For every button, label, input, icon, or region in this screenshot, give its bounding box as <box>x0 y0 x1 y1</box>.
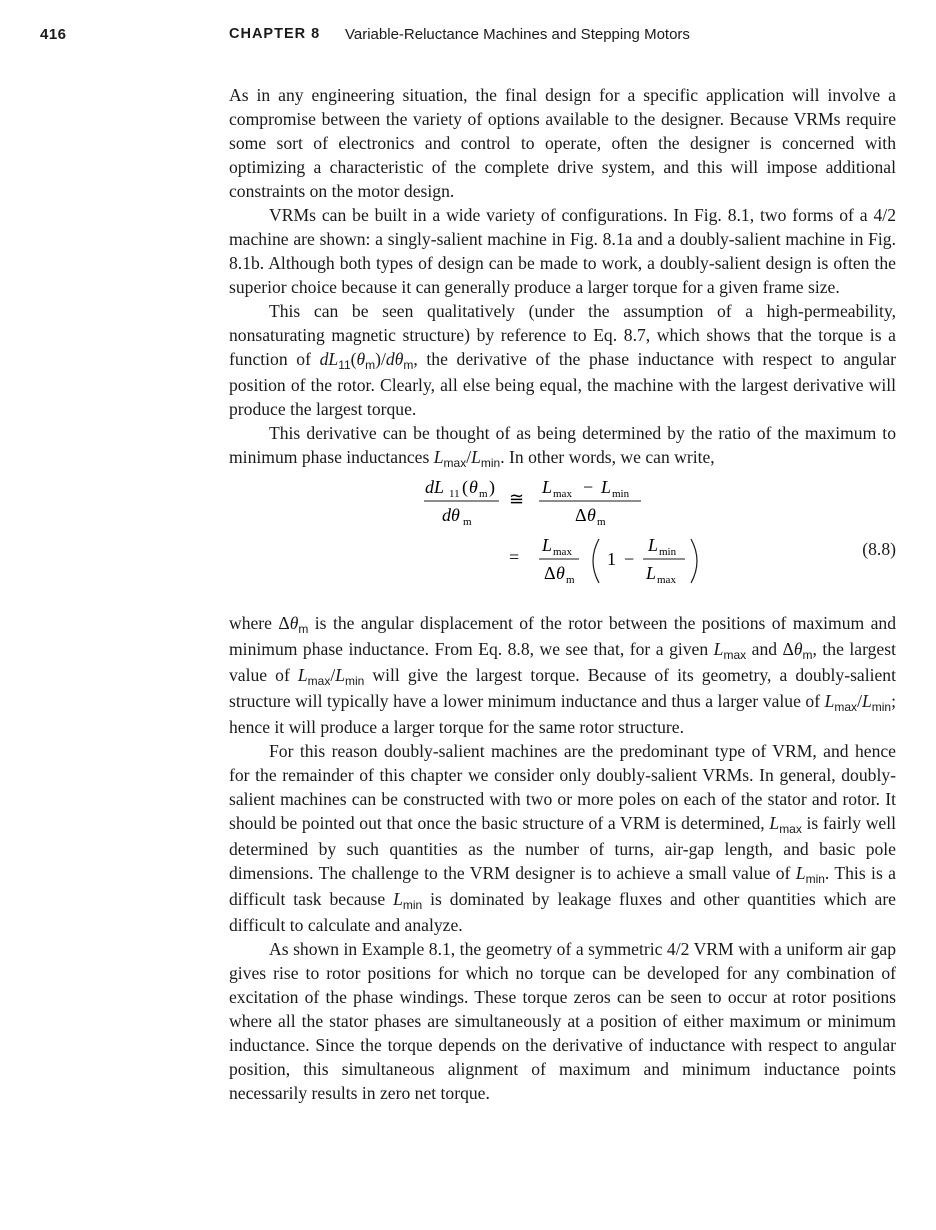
paragraph-4: This derivative can be thought of as being determined by the ratio of the maximum to minimum phase inductances $L_{max}/L_{min}$. In other words, we can write, <box>229 423 896 470</box>
svg-text:m: m <box>566 574 575 586</box>
svg-text:Δ: Δ <box>575 505 587 525</box>
svg-text:max: max <box>553 488 572 500</box>
svg-text:=: = <box>509 547 520 567</box>
paragraph-1: As in any engineering situation, the final design for a specific application will involve a compromise between the variety of options available to the designer. Because VRMs require some sort of electronics and control to operate, often the designer is concerned with optimizing a characteristic of the complete drive system, and this will impose additional constraints on the motor design. <box>229 85 896 201</box>
svg-text:≅: ≅ <box>509 489 525 509</box>
svg-text:min: min <box>612 488 630 500</box>
svg-text:L: L <box>648 535 659 555</box>
paragraph-2: VRMs can be built in a wide variety of configurations. In Fig. 8.1, two forms of a 4/2 machine are shown: a singly-salient machine in Fig. 8.1a and a doubly-salient machine in Fig. 8.1b. Although both types of design can be made to work, a doubly-salient design is often the superior choice because it can generally produce a larger torque for a given frame size. <box>229 205 896 297</box>
svg-text:m: m <box>597 516 606 528</box>
svg-text:11: 11 <box>449 488 460 500</box>
svg-text:): ) <box>489 477 495 497</box>
svg-text:L: L <box>601 477 612 497</box>
paragraph-3: This can be seen qualitatively (under the assumption of a high-permeability, nonsaturating magnetic structure) by reference to Eq. 8.7, which shows that the torque is a function of $dL_{11}(\theta_m)/d\theta_m$, the derivative of the phase inductance with respect to angular position of the rotor. Clearly, all else being equal, the machine with the largest derivative will produce the largest torque. <box>229 301 896 419</box>
page-number: 416 <box>40 26 67 43</box>
equation-8-8 <box>229 471 896 611</box>
chapter-label: CHAPTER 8 <box>229 26 321 42</box>
svg-text:Δ: Δ <box>544 563 556 583</box>
paragraph-5: where $\Delta\theta_m$ is the angular displacement of the rotor between the positions of maximum and minimum phase inductance. From Eq. 8.8, we see that, for a given $L_{max}$ and $\Delta\theta_m$, the largest value of $L_{max}/L_{min}$ will give the largest torque. Because of its geometry, a doubly-salient structure will typically have a lower minimum inductance and thus a larger value of $L_{max}/L_{min}$; hence it will produce a larger torque for the same rotor structure. <box>229 613 896 737</box>
svg-text:L: L <box>646 563 657 583</box>
svg-text:θ: θ <box>469 477 478 497</box>
equation-number: (8.8) <box>862 539 896 559</box>
svg-text:θ: θ <box>587 505 596 525</box>
svg-text:1: 1 <box>607 549 616 569</box>
body-text <box>229 83 896 1105</box>
svg-text:m: m <box>479 488 488 500</box>
svg-text:min: min <box>659 546 677 558</box>
svg-text:θ: θ <box>556 563 565 583</box>
svg-text:L: L <box>542 535 553 555</box>
paragraph-7: As shown in Example 8.1, the geometry of a symmetric 4/2 VRM with a uniform air gap gives rise to rotor positions for which no torque can be developed for any combination of excitation of the phase windings. These torque zeros can be seen to occur at rotor positions where all the stator phases are simultaneously at a position of either maximum or minimum inductance. Since the torque depends on the derivative of inductance with respect to angular position, this simultaneous alignment of maximum and minimum inductance points necessarily results in zero net torque. <box>229 939 896 1103</box>
svg-text:−: − <box>624 549 635 569</box>
svg-text:max: max <box>553 546 572 558</box>
svg-text:dθ: dθ <box>442 505 460 525</box>
svg-text:m: m <box>463 516 472 528</box>
page-header <box>0 26 936 48</box>
chapter-title: Variable-Reluctance Machines and Stepping Motors <box>345 26 690 43</box>
svg-text:L: L <box>542 477 553 497</box>
equation-graphic <box>229 471 896 611</box>
paragraph-6: For this reason doubly-salient machines are the predominant type of VRM, and hence for the remainder of this chapter we consider only doubly-salient VRMs. In general, doubly-salient machines can be constructed with two or more poles on each of the stator and rotor. It should be pointed out that once the basic structure of a VRM is determined, $L_{max}$ is fairly well determined by such quantities as the number of turns, air-gap length, and basic pole dimensions. The challenge to the VRM designer is to achieve a small value of $L_{min}$. This is a difficult task because $L_{min}$ is dominated by leakage fluxes and other quantities which are difficult to calculate and analyze. <box>229 741 896 935</box>
svg-text:−: − <box>583 477 594 497</box>
svg-text:(: ( <box>462 477 468 497</box>
svg-text:max: max <box>657 574 676 586</box>
svg-text:dL: dL <box>425 477 445 497</box>
